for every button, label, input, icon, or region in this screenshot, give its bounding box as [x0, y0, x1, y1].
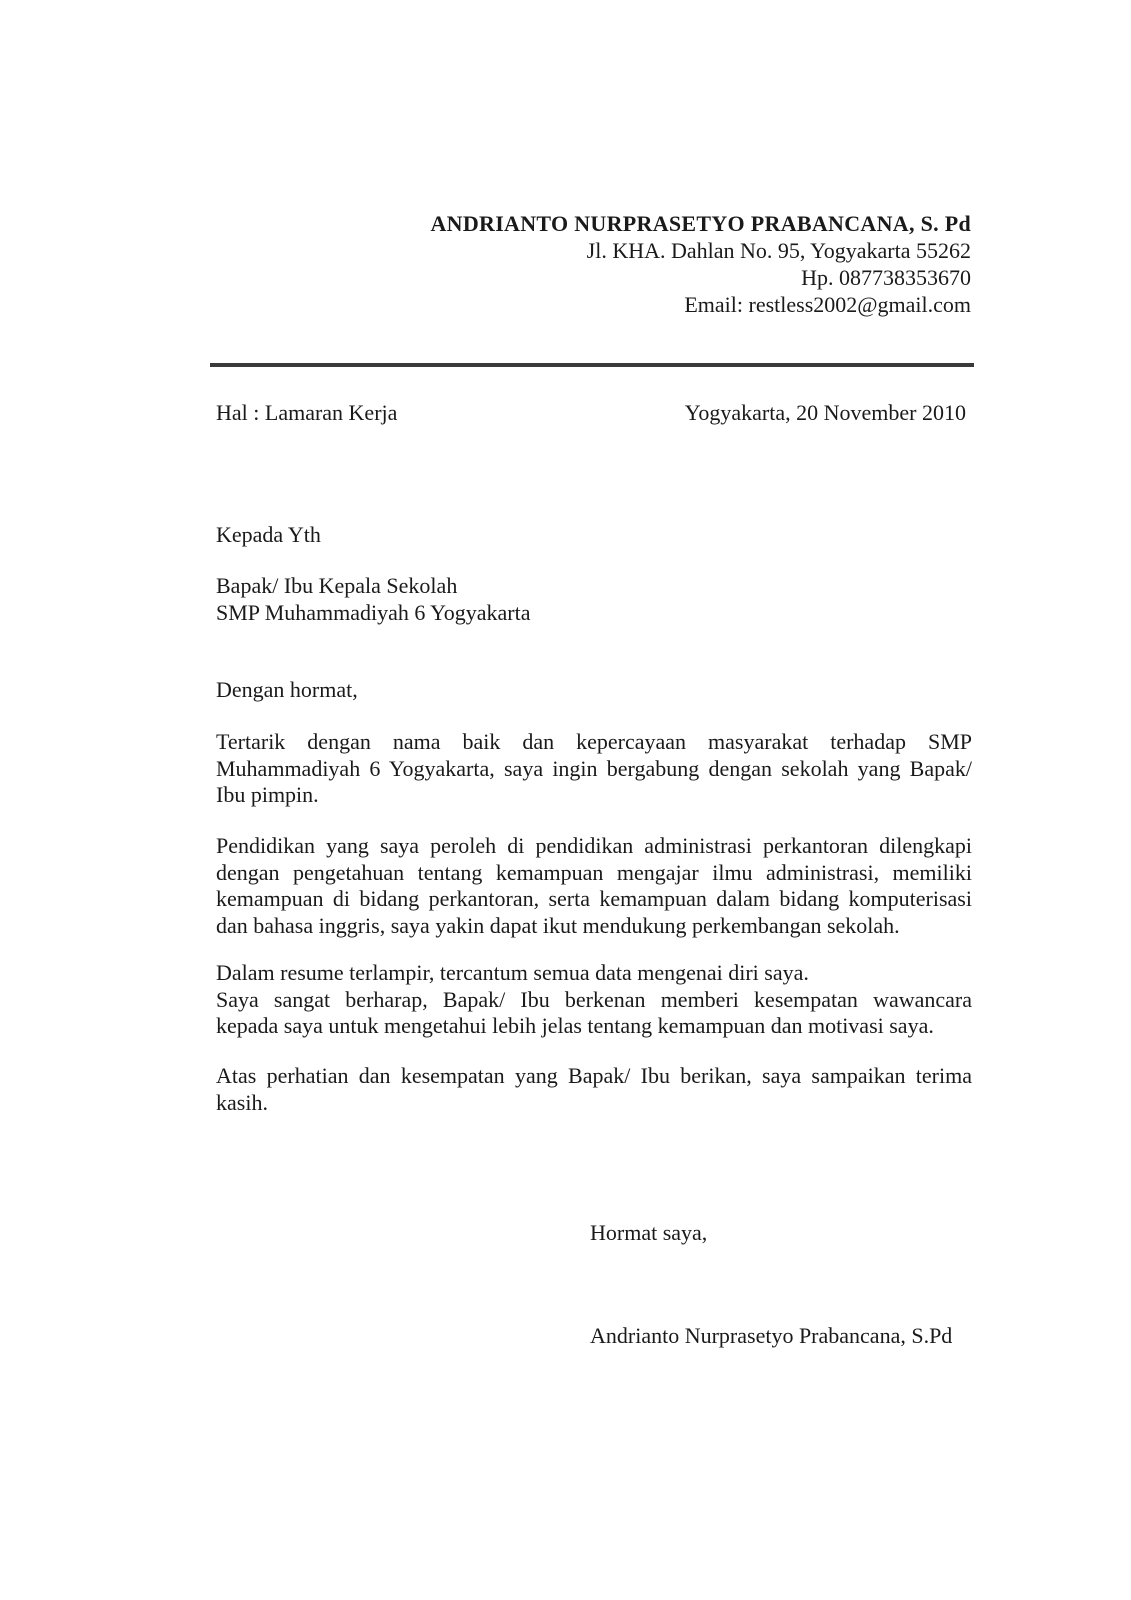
salutation: Dengan hormat, [216, 677, 358, 702]
recipient-block [216, 573, 972, 626]
paragraph-line: Saya sangat berharap, Bapak/ Ibu berkenan memberi kesempatan wawancara [216, 986, 972, 1012]
paragraph-1 [216, 729, 972, 809]
paragraph-2 [216, 833, 972, 939]
letter-date: Yogyakarta, 20 November 2010 [684, 400, 966, 425]
paragraph-line: Tertarik dengan nama baik dan kepercayaan masyarakat terhadap SMP [216, 729, 972, 754]
paragraph-line: dengan pengetahuan tentang kemampuan mengajar ilmu administrasi, memiliki [216, 859, 972, 885]
letterhead-divider [210, 363, 974, 367]
recipient-title: Bapak/ Ibu Kepala Sekolah [216, 573, 458, 598]
sender-email: Email: restless2002@gmail.com [684, 292, 971, 317]
paragraph-line: Pendidikan yang saya peroleh di pendidikan administrasi perkantoran dilengkapi [216, 833, 972, 858]
letter-subject: Hal : Lamaran Kerja [216, 400, 398, 425]
letterhead [215, 210, 971, 318]
recipient-institution: SMP Muhammadiyah 6 Yogyakarta [216, 599, 531, 625]
paragraph-line: Dalam resume terlampir, tercantum semua data mengenai diri saya. [216, 960, 809, 985]
paragraph-line: dan bahasa inggris, saya yakin dapat ikut mendukung perkembangan sekolah. [216, 912, 900, 938]
paragraph-line: kemampuan di bidang perkantoran, serta kemampuan dalam bidang komputerisasi [216, 886, 972, 911]
paragraph-line: kepada saya untuk mengetahui lebih jelas tentang kemampuan dan motivasi saya. [216, 1013, 934, 1038]
sender-address: Jl. KHA. Dahlan No. 95, Yogyakarta 55262 [586, 238, 971, 263]
paragraph-line: Ibu pimpin. [216, 782, 319, 807]
signature-name: Andrianto Nurprasetyo Prabancana, S.Pd [590, 1323, 953, 1348]
paragraph-line: Atas perhatian dan kesempatan yang Bapak/ Ibu berikan, saya sampaikan terima [216, 1063, 972, 1088]
paragraph-4 [216, 1063, 972, 1116]
paragraph-line: Muhammadiyah 6 Yogyakarta, saya ingin bergabung dengan sekolah yang Bapak/ [216, 755, 972, 781]
paragraph-3 [216, 960, 972, 1040]
paragraph-line: kasih. [216, 1089, 268, 1115]
sender-name: ANDRIANTO NURPRASETYO PRABANCANA, S. Pd [430, 211, 971, 236]
recipient-greeting: Kepada Yth [216, 522, 321, 547]
sender-phone: Hp. 087738353670 [801, 265, 971, 290]
valediction: Hormat saya, [590, 1220, 708, 1245]
